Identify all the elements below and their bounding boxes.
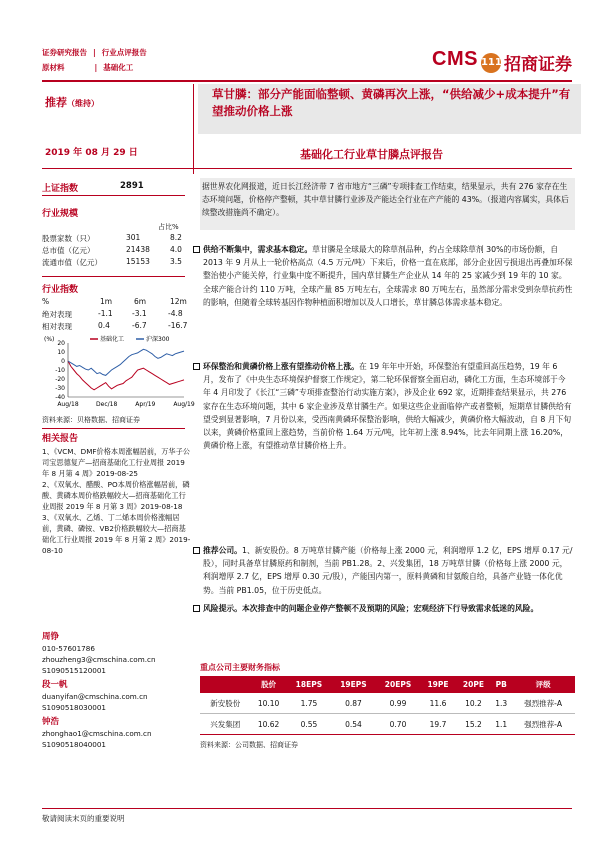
- index-label: 上证指数: [42, 184, 79, 194]
- table-cell: 0.99: [376, 693, 421, 714]
- perf-col-header: %: [42, 297, 50, 306]
- table-cell: 0.54: [331, 714, 376, 735]
- scale-label: 流通市值（亿元）: [42, 258, 102, 267]
- table-header: 20EPS: [376, 676, 421, 693]
- table-cell: 1.75: [287, 693, 332, 714]
- perf-col-header: 6m: [134, 297, 147, 306]
- table-cell: 新安股份: [200, 693, 250, 714]
- table-source: 资料来源：公司数据、招商证券: [200, 741, 298, 749]
- perf-label: 绝对表现: [42, 310, 72, 319]
- header-row1: 证券研究报告 | 行业点评报告: [42, 48, 147, 57]
- report-subtype: 行业点评报告: [101, 48, 147, 57]
- table-cell: 强烈推荐-A: [511, 693, 575, 714]
- perf-heading: 行业指数: [42, 285, 79, 295]
- related-item: 3、《双氧水、乙烯、丁二烯本周价格涨幅居前，黄磷、磷铵、VB2价格跌幅较大—招商基础化工行业周报 2019 年 8 月第 2 周》2019-08-10: [42, 513, 191, 555]
- bullet-supply: [203, 243, 573, 309]
- chart-ytick-label: 0: [61, 358, 65, 365]
- bullet-square-icon: [193, 547, 200, 554]
- scale-row: [42, 245, 185, 257]
- chart-legend-label: 沪深300: [146, 336, 170, 343]
- table-title: 重点公司主要财务指标: [200, 663, 280, 672]
- scale-row: [42, 257, 185, 269]
- analyst-email: duanyifan@cmschina.com.cn: [42, 692, 148, 701]
- analyst: [42, 680, 192, 713]
- related-heading: 相关报告: [42, 434, 79, 444]
- bullet-heading: 风险提示。本次排查中的问题企业停产整顿不及预期的风险；宏观经济下行导致需求低迷的风险。: [203, 604, 539, 613]
- table-cell: 1.1: [491, 714, 511, 735]
- scale-col-header: 占比%: [158, 223, 179, 231]
- scale-pct: 3.5: [170, 257, 182, 266]
- cms-logo: [432, 48, 572, 75]
- scale-pct: 4.0: [170, 245, 182, 254]
- logo-badge-icon: 111: [481, 53, 501, 73]
- logo-cn-text: 招商证券: [503, 55, 572, 75]
- chart-source: 资料来源：贝格数据、招商证券: [42, 416, 140, 424]
- analyst-id: S1090518040001: [42, 740, 107, 749]
- divider: [42, 276, 185, 277]
- bullet-text: 草甘膦是全球最大的除草剂品种，约占全球除草剂 30%的市场份额，自 2013 年 9 月从上一轮价格高点（4.5 万元/吨）下来后，价格一直在底部，部分企业因亏损退出再叠加环保整治使小产能关停，行业集中度不断提升，国内草甘膦生产企业从 14 年的 25 家减少到 19 年的 10 家。全球产能合计约 110 万吨，全球产量 85 万吨左右，全球需求 80 万吨左右，虽然部分需求受到杂草抗药性的影响，但随着全球转基因作物种植面积增加以及人口增长，草甘膦总体需求基本稳定。: [203, 245, 573, 307]
- perf-value: -4.8: [168, 309, 183, 318]
- table-cell: 1.3: [491, 693, 511, 714]
- divider: [42, 195, 185, 196]
- index-row: [42, 181, 185, 194]
- intro-box: 据世界农化网报道，近日长江经济带 7 省市地方“三磷”专项排查工作结束，结果显示，共有 276 家存在生态环境问题，价格停产整顿，其中草甘膦行业涉及产能达全行业在产产能的 43%。（报道内容属实，具体后续整改措施尚不确定）。: [200, 178, 575, 230]
- table-cell: 15.2: [456, 714, 491, 735]
- footer-divider: [42, 808, 572, 809]
- scale-value: 21438: [126, 245, 150, 254]
- table-cell: 19.7: [420, 714, 455, 735]
- bullet-square-icon: [193, 363, 200, 370]
- analyst-email: zhonghao1@cmschina.com.cn: [42, 729, 152, 738]
- header-divider: [42, 80, 572, 82]
- table-cell: 10.62: [250, 714, 286, 735]
- perf-header-row: [42, 297, 185, 309]
- title-divider: [193, 84, 194, 174]
- scale-label: 股票家数（只）: [42, 234, 95, 243]
- table-cell: 0.70: [376, 714, 421, 735]
- table-cell: 兴发集团: [200, 714, 250, 735]
- table-header: 股价: [250, 676, 286, 693]
- table-cell: 10.2: [456, 693, 491, 714]
- bullet-square-icon: [193, 246, 200, 253]
- scale-value: 301: [126, 233, 141, 242]
- related-item: 1、《VCM、DMF价格本周涨幅居前，万华子公司宝思德复产—招商基础化工行业周报 2019 年 8 月第 4 周》2019-08-25: [42, 447, 190, 478]
- analyst-name: 段一帆: [42, 680, 68, 690]
- perf-value: -16.7: [168, 321, 188, 330]
- logo-text: CMS: [432, 48, 478, 70]
- analyst-email: zhouzheng3@cmschina.com.cn: [42, 655, 156, 664]
- table-header: 19EPS: [331, 676, 376, 693]
- rating: [45, 94, 99, 110]
- chart-ytick-label: -40: [55, 394, 65, 401]
- index-value: 2891: [120, 181, 144, 191]
- financial-table: [200, 676, 575, 735]
- chart-xtick-label: Dec/18: [96, 401, 118, 408]
- table-cell: 0.55: [287, 714, 332, 735]
- report-subtitle: 基础化工行业草甘膦点评报告: [300, 148, 443, 161]
- scale-table: [42, 233, 185, 269]
- perf-row: [42, 321, 188, 333]
- table-row: [200, 693, 575, 714]
- table-cell: 强烈推荐-A: [511, 714, 575, 735]
- chart-ytick-label: -20: [55, 376, 65, 383]
- perf-value: -6.7: [132, 321, 147, 330]
- analyst-id: S1090515120001: [42, 666, 107, 675]
- table-row: [200, 714, 575, 735]
- bullet-heading: 环保整治和黄磷价格上涨有望推动价格上涨。: [203, 362, 359, 371]
- chart-ytick-label: -10: [55, 367, 65, 374]
- chart-xtick-label: Aug/19: [173, 401, 195, 408]
- chart-series-line: [68, 361, 184, 390]
- bullet-text: 在 19 年年中开始，环保整治有望重回高压趋势，19 年 6 月，发布了《中央生态环境保护督察工作规定》，第二轮环保督察全面启动，磷化工方面，生态环境部于今年 4 月印发了《长江“三磷”专项排查整治行动实施方案》，涉及企业 692 家，近期排查结果显示，共 276 家存在生态环境问题，其中 6 家企业涉及草甘膦生产。如果这些企业面临停产或者整顿，短期草甘膦供给有望受到显著影响，7 月份以来，受西南黄磷环保整治影响，供给大幅减少，黄磷价格大幅波动，自 8 月下旬以来，黄磷价格重回上涨趋势，当前价格 1.64 万元/吨，比年初上涨 8.94%，比去年同期上涨 16.20%，黄磷价格上涨，有望推动草甘膦价格上升。: [203, 362, 572, 451]
- divider: [42, 428, 185, 429]
- rating-label: 推荐: [45, 96, 67, 109]
- bullet-recommend: [203, 544, 573, 597]
- bullet-heading: 推荐公司。: [203, 546, 242, 555]
- perf-value: 0.4: [98, 321, 110, 330]
- perf-col-header: 1m: [100, 297, 113, 306]
- analyst-name: 周铮: [42, 632, 60, 642]
- sector: 原材料: [42, 63, 65, 72]
- chart-ylabel: (%): [44, 336, 55, 343]
- perf-col-header: 12m: [170, 297, 187, 306]
- table-cell: 11.6: [420, 693, 455, 714]
- table-header: 评级: [511, 676, 575, 693]
- header-row2: 原材料 | 基础化工: [42, 63, 134, 72]
- table-cell: 0.87: [331, 693, 376, 714]
- perf-value: -3.1: [132, 309, 147, 318]
- chart-legend-label: 基础化工: [100, 336, 125, 343]
- report-title: 草甘膦：部分产能面临整顿、黄磷再次上涨，“供给减少+成本提升”有望推动价格上涨: [212, 87, 571, 118]
- chart-ytick-label: 20: [57, 340, 65, 347]
- index-chart: [42, 333, 195, 413]
- sub-sector: 基础化工: [103, 63, 134, 72]
- chart-xtick-label: Apr/19: [135, 401, 156, 408]
- chart-ytick-label: -30: [55, 385, 65, 392]
- analyst: [42, 717, 192, 750]
- scale-label: 总市值（亿元）: [42, 246, 95, 255]
- perf-row: [42, 309, 185, 321]
- footer-note: 敬请阅读末页的重要说明: [42, 814, 125, 823]
- table-header: [200, 676, 250, 693]
- perf-table: [42, 297, 188, 333]
- table-header-row: [200, 676, 575, 693]
- report-date: 2019 年 08 月 29 日: [45, 148, 138, 158]
- table-header: PB: [491, 676, 511, 693]
- scale-heading: 行业规模: [42, 209, 79, 219]
- chart-series-line: [68, 349, 184, 375]
- bullet-environment: [203, 360, 573, 452]
- analyst-name: 钟浩: [42, 717, 60, 727]
- analyst-list: [42, 632, 192, 754]
- chart-xtick-label: Aug/18: [57, 401, 79, 408]
- bullet-heading: 供给不断集中，需求基本稳定。: [203, 245, 313, 254]
- table-header: 18EPS: [287, 676, 332, 693]
- chart-ytick-label: 10: [57, 349, 65, 356]
- perf-label: 相对表现: [42, 322, 72, 331]
- perf-value: -1.1: [98, 309, 113, 318]
- report-type: 证券研究报告: [42, 48, 87, 57]
- related-item: 2、《双氧水、醋酸、PO本周价格涨幅居前，磷酸、黄磷本周价格跌幅较大—招商基础化工行业周报 2019 年 8 月第 3 周》2019-08-18: [42, 480, 190, 511]
- scale-pct: 8.2: [170, 233, 182, 242]
- subtitle-divider: [42, 168, 572, 169]
- bullet-square-icon: [193, 605, 200, 612]
- scale-row: [42, 233, 185, 245]
- table-header: 20PE: [456, 676, 491, 693]
- bullet-risk: [203, 602, 573, 615]
- analyst: [42, 632, 192, 676]
- table-header: 19PE: [420, 676, 455, 693]
- analyst-id: S1090518030001: [42, 703, 107, 712]
- rating-note: （维持）: [67, 99, 99, 108]
- scale-value: 15153: [126, 257, 150, 266]
- related-list: [42, 446, 192, 556]
- table-cell: 10.10: [250, 693, 286, 714]
- bullet-text: 1、新安股份。8 万吨草甘膦产能（价格每上涨 2000 元，利润增厚 1.2 亿，EPS 增厚 0.17 元/股），同时具备草甘膦原药和制剂，当前 PB1.28。2、兴发集团，18 万吨草甘膦（价格每上涨 2000 元，利润增厚 2.7 亿，EPS 增厚 0.30 元/股），产能国内第一，原料黄磷和甘氨酸自给，具备产业链一体化优势。当前 PB1.05，位于历史低点。: [203, 546, 573, 595]
- analyst-phone: 010-57601786: [42, 644, 95, 653]
